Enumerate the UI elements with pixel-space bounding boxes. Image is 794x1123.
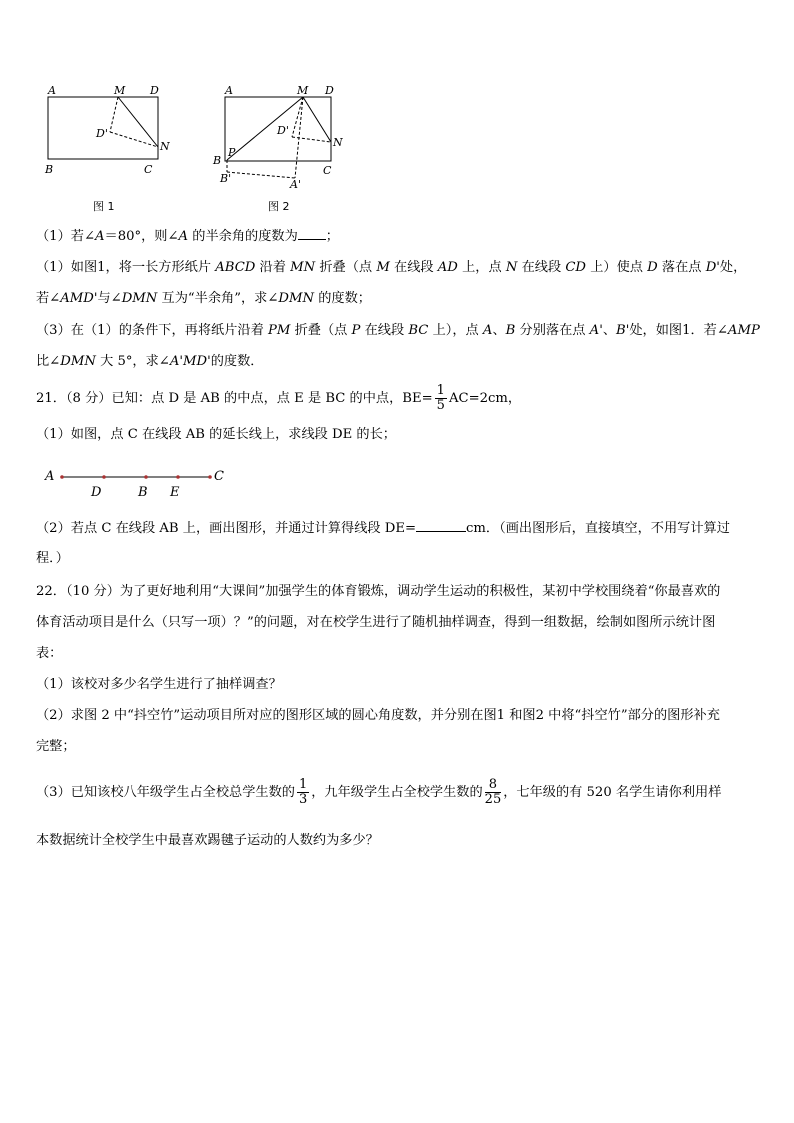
fraction-1-5: $\frac{1}{5}$ [436,383,445,413]
q22-part3-line1: （3）已知该校八年级学生占全校总学生数的 $\frac{1}{3}$ ，九年级学生占全校学生数的 $\frac{8}{25}$ ，七年级的有 520 名学生请你利用样 [36,777,722,807]
fig1-label-C: C [144,163,153,176]
q22-part1: （1）该校对多少名学生进行了抽样调查？ [36,677,282,692]
fig1-label-N: N [160,140,170,153]
seg-label-D: D [91,485,102,500]
seg-label-E: E [170,485,180,500]
figure-2 [205,82,355,192]
seg-label-B: B [138,485,148,500]
fraction-8-25: $\frac{8}{25}$ [484,777,502,807]
fig2-label-Dp: D' [277,124,289,137]
figure-2-caption: 图 2 [268,200,290,213]
fig2-label-A: A [225,84,233,97]
answer-blank [298,239,326,240]
fraction-1-3: $\frac{1}{3}$ [298,777,308,807]
q22-part2-line1: （2）求图 2 中“抖空竹”运动项目所对应的图形区域的圆心角度数，并分别在图1 和图2 中将“抖空竹”部分的图形补充 [36,708,720,723]
q22-line1: 22．（10 分）为了更好地利用“大课间”加强学生的体育锻炼，调动学生运动的积极性，某初中学校围绕着“你最喜欢的 [36,584,721,599]
q3-line-2: 比∠DMN 大 5°，求∠A'MD'的度数． [36,354,264,369]
figure-1 [40,82,180,182]
q3-line-1: （3）在（1）的条件下，再将纸片沿着 PM 折叠（点 P 在线段 BC 上），点 A、B 分别落在点 A'、B'处，如图1．若∠AMP [36,323,760,338]
q22-part2-line2: 完整； [36,739,76,754]
fig2-label-Bp: B' [220,172,232,185]
q21-part2-line2: 程．） [36,551,69,566]
fig1-label-Dp: D' [96,127,108,140]
segment-figure [40,462,240,502]
q21-head: 21．（8 分）已知：点 D 是 AB 的中点，点 E 是 BC 的中点，BE= $\frac{1}{5}$ AC=2cm， [36,383,522,413]
q21-part2-line1: （2）若点 C 在线段 AB 上，画出图形，并通过计算得线段 DE= cm．（画出图形后，直接填空，不用写计算过 [36,521,730,536]
seg-label-A: A [45,469,55,484]
fig1-label-B: B [45,163,54,176]
fig2-label-Ap: A' [290,178,301,191]
q21-part1: （1）如图，点 C 在线段 AB 的延长线上，求线段 DE 的长； [36,427,396,442]
q1b-line-2: 若∠AMD'与∠DMN 互为“半余角”，求∠DMN 的度数； [36,291,371,306]
q22-line2: 体育活动项目是什么（只写一项）？”的问题，对在校学生进行了随机抽样调查，得到一组数据，绘制如图所示统计图 [36,615,716,630]
fig2-label-D: D [325,84,334,97]
fig2-label-M: M [297,84,309,97]
q1a-line: （1）若∠A＝80°，则∠A 的半余角的度数为 ； [36,229,339,244]
q22-part3-line2: 本数据统计全校学生中最喜欢踢毽子运动的人数约为多少？ [36,833,379,848]
fig1-label-M: M [114,84,126,97]
fig2-label-B: B [213,154,222,167]
q22-line3: 表： [36,646,63,661]
fig1-label-D: D [150,84,159,97]
fig2-label-N: N [333,136,343,149]
fig1-label-A: A [48,84,56,97]
fig2-label-C: C [323,164,332,177]
seg-label-C: C [214,469,224,484]
fig2-label-P: P [228,146,236,159]
q1b-line-1: （1）如图1，将一长方形纸片 ABCD 沿着 MN 折叠（点 M 在线段 AD 上，点 N 在线段 CD 上）使点 D 落在点 D'处， [36,260,747,275]
figure-1-caption: 图 1 [93,200,115,213]
answer-blank-de [416,531,466,532]
